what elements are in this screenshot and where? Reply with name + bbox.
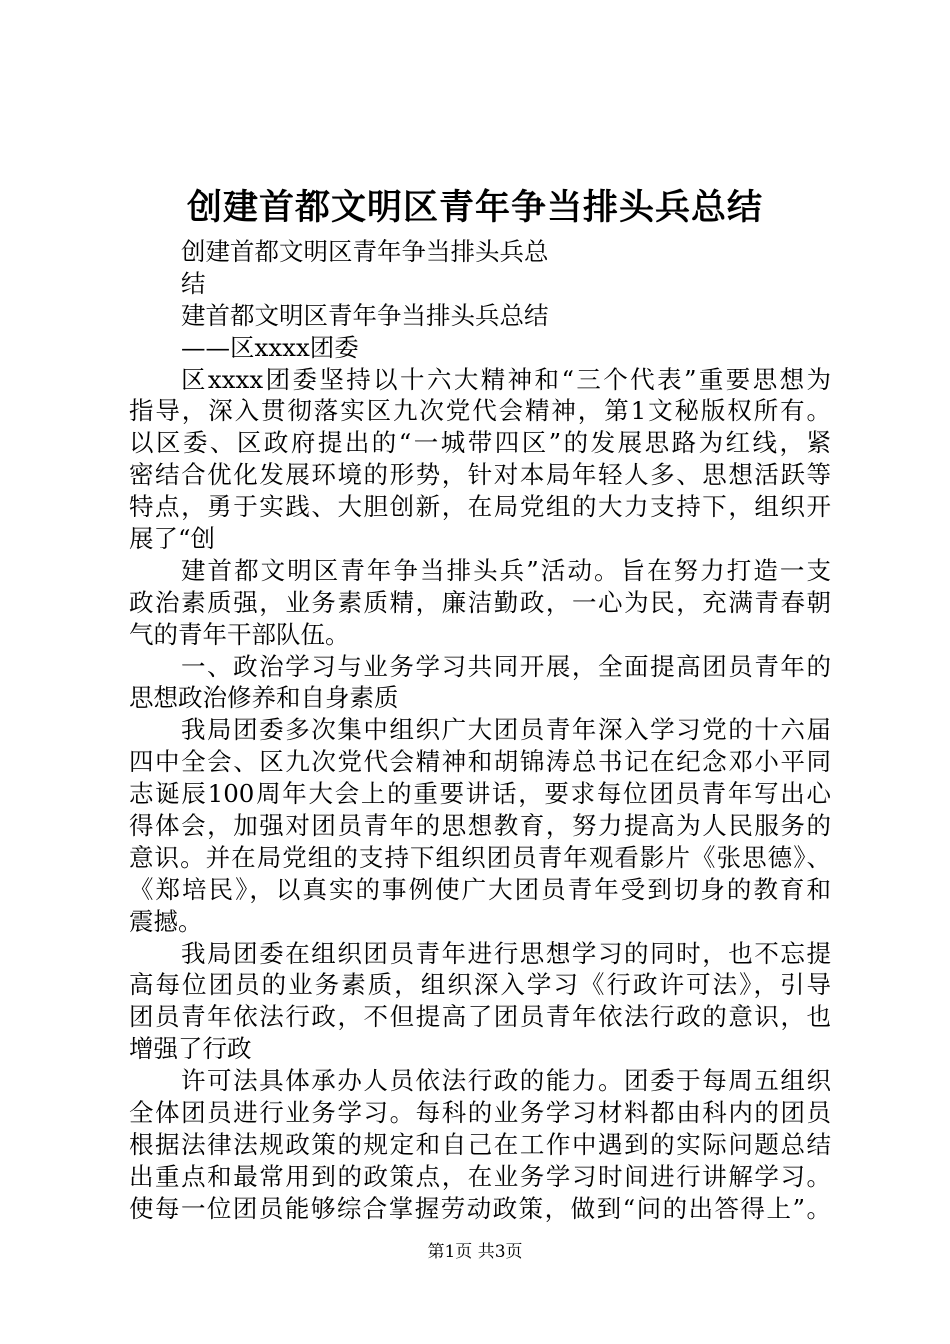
document-title: 创建首都文明区青年争当排头兵总结 [186,187,763,228]
text-line: 高每位团员的业务素质，组织深入学习《行政许可法》，引导 [129,970,831,1000]
text-line: 创建首都文明区青年争当排头兵总 [181,237,549,266]
text-line: 《郑培民》，以真实的事例使广大团员青年受到切身的教育和 [129,874,831,904]
text-line: 震撼。 [129,906,203,936]
text-line: 出重点和最常用到的政策点，在业务学习时间进行讲解学习。 [129,1161,831,1191]
text-line: 使每一位团员能够综合掌握劳动政策，做到“问的出答得上”。 [129,1193,831,1223]
document-body [129,236,831,1225]
text-line: 特点，勇于实践、大胆创新，在局党组的大力支持下，组织开 [129,492,831,522]
text-line: 建首都文明区青年争当排头兵”活动。旨在努力打造一支 [181,555,831,585]
text-line: 得体会，加强对团员青年的思想教育，努力提高为人民服务的 [129,811,831,841]
text-line: 政治素质强，业务素质精，廉洁勤政，一心为民，充满青春朝 [129,587,831,617]
text-line: 气的青年干部队伍。 [129,619,350,649]
text-line: 展了“创 [129,524,216,554]
text-line: 建首都文明区青年争当排头兵总结 [181,300,549,330]
text-line: ——区xxxx团委 [181,332,359,362]
text-line: 我局团委在组织团员青年进行思想学习的同时，也不忘提 [181,938,831,968]
text-line: 区xxxx团委坚持以十六大精神和“三个代表”重要思想为 [181,364,831,394]
text-line: 以区委、区政府提出的“一城带四区”的发展思路为红线，紧 [129,428,831,458]
text-line: 结 [181,268,206,298]
text-line: 团员青年依法行政，不但提高了团员青年依法行政的意识，也 [129,1002,831,1032]
text-line: 根据法律法规政策的规定和自己在工作中遇到的实际问题总结 [129,1129,831,1159]
text-line: 意识。并在局党组的支持下组织团员青年观看影片《张思德》、 [129,842,831,872]
page-footer: 第1页 共3页 [427,1242,523,1262]
text-line: 志诞辰100周年大会上的重要讲话，要求每位团员青年写出心 [129,779,831,809]
text-line: 思想政治修养和自身素质 [129,683,399,713]
text-line: 密结合优化发展环境的形势，针对本局年轻人多、思想活跃等 [129,460,831,490]
text-line: 我局团委多次集中组织广大团员青年深入学习党的十六届 [181,715,831,745]
text-line: 四中全会、区九次党代会精神和胡锦涛总书记在纪念邓小平同 [129,747,831,777]
text-line: 全体团员进行业务学习。每科的业务学习材料都由科内的团员 [129,1098,831,1128]
text-line: 许可法具体承办人员依法行政的能力。团委于每周五组织 [181,1066,831,1096]
text-line: 一、政治学习与业务学习共同开展，全面提高团员青年的 [181,651,831,681]
text-line: 指导，深入贯彻落实区九次党代会精神，第1文秘版权所有。 [129,396,831,426]
text-line: 增强了行政 [129,1034,252,1064]
